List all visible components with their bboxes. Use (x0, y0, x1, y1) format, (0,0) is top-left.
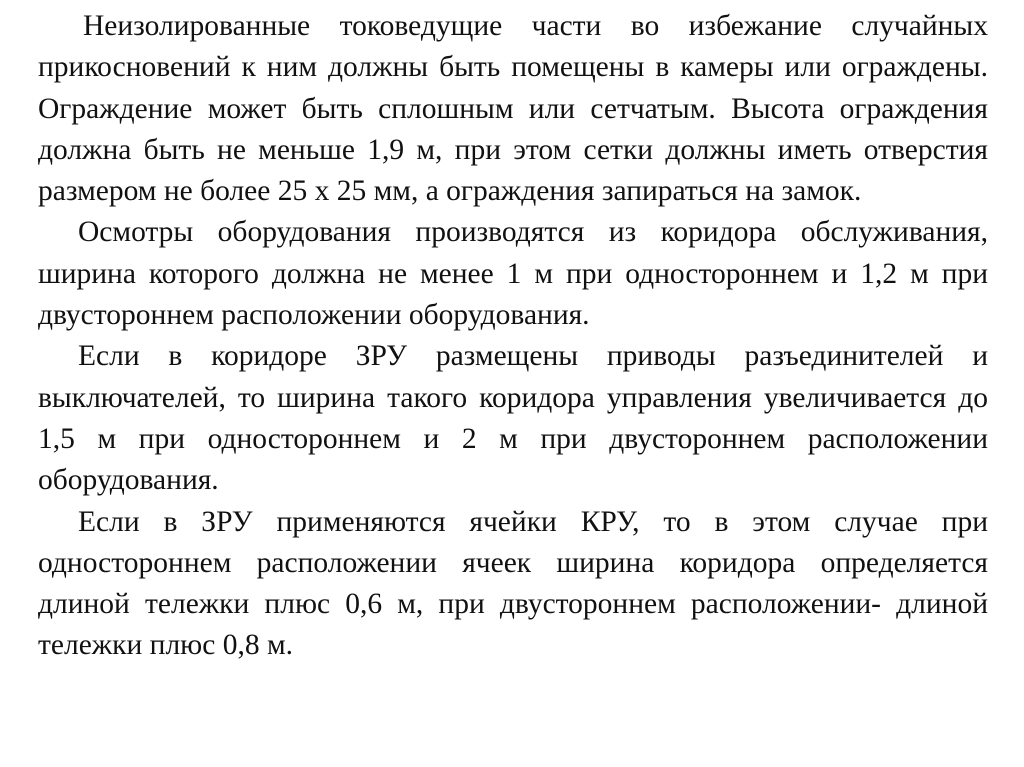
paragraph-2: Осмотры оборудования производятся из коридора обслуживания, ширина которого должна не менее 1 м при одностороннем и 1,2 м при двустороннем расположении оборудования. (38, 216, 988, 332)
paragraph-1: Неизолированные токоведущие части во избежание случайных прикосновений к ним должны быть помещены в камеры или ограждены. Ограждение может быть сплошным или сетчатым. Высота ограждения должна быть не меньше 1,9 м, при этом сетки должны иметь отверстия размером не более 25 х 25 мм, а ограждения запираться на замок. (38, 10, 988, 208)
document-body (38, 6, 988, 667)
paragraph-4: Если в ЗРУ применяются ячейки КРУ, то в этом случае при одностороннем расположении ячеек ширина коридора определяется длиной тележки плюс 0,6 м, при двустороннем расположении- длиной тележки плюс 0,8 м. (38, 505, 988, 662)
paragraph-3: Если в коридоре ЗРУ размещены приводы разъединителей и выключателей, то ширина такого коридора управления увеличивается до 1,5 м при одностороннем и 2 м при двустороннем расположении оборудования. (38, 340, 988, 497)
